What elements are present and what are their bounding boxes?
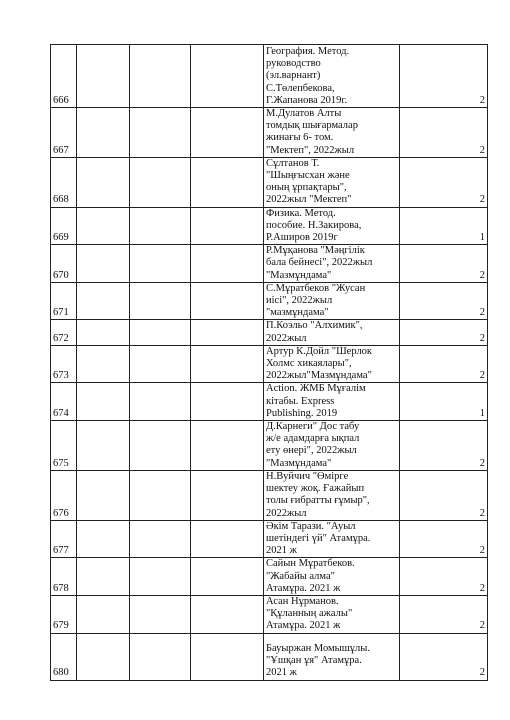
book-title: География. Метод. руководство (эл.варнант) С.Төлепбекова, Г.Жапанова 2019г.	[264, 45, 400, 108]
row-number: 670	[51, 245, 77, 283]
quantity: 2	[400, 421, 488, 471]
empty-cell	[130, 245, 191, 283]
row-number: 667	[51, 108, 77, 158]
table-row	[51, 345, 488, 383]
table-row	[51, 245, 488, 283]
empty-cell	[130, 320, 191, 345]
row-number: 675	[51, 421, 77, 471]
empty-cell	[191, 207, 264, 245]
empty-cell	[191, 558, 264, 596]
table-row	[51, 595, 488, 633]
empty-cell	[191, 520, 264, 558]
table-row	[51, 520, 488, 558]
row-number: 674	[51, 383, 77, 421]
table-row	[51, 470, 488, 520]
empty-cell	[191, 45, 264, 108]
empty-cell	[77, 157, 130, 207]
table-row	[51, 320, 488, 345]
empty-cell	[77, 383, 130, 421]
row-number: 672	[51, 320, 77, 345]
quantity: 2	[400, 320, 488, 345]
empty-cell	[191, 282, 264, 320]
row-number: 679	[51, 595, 77, 633]
empty-cell	[130, 383, 191, 421]
quantity: 2	[400, 345, 488, 383]
book-title: Бауыржан Момышұлы. "Ұшқан ұя" Атамұра. 2021 ж	[264, 633, 400, 680]
book-title: Сұлтанов Т. "Шыңғысхан және оның ұрпақтары", 2022жыл "Мектеп"	[264, 157, 400, 207]
empty-cell	[77, 520, 130, 558]
book-title: Сайын Мұратбеков. "Жабайы алма" Атамұра. 2021 ж	[264, 558, 400, 596]
empty-cell	[130, 108, 191, 158]
empty-cell	[77, 633, 130, 680]
book-title: Асан Нұрманов. "Құланның ажалы" Атамұра. 2021 ж	[264, 595, 400, 633]
row-number: 666	[51, 45, 77, 108]
empty-cell	[191, 245, 264, 283]
empty-cell	[130, 421, 191, 471]
empty-cell	[77, 207, 130, 245]
book-title: Н.Вуйчич "Өмірге шектеу жоқ. Ғажайып толы ғибратты ғұмыр", 2022жыл	[264, 470, 400, 520]
row-number: 678	[51, 558, 77, 596]
quantity: 2	[400, 633, 488, 680]
empty-cell	[191, 595, 264, 633]
book-inventory-table	[50, 44, 488, 681]
empty-cell	[191, 633, 264, 680]
quantity: 2	[400, 282, 488, 320]
table-row	[51, 157, 488, 207]
table-row	[51, 45, 488, 108]
quantity: 2	[400, 520, 488, 558]
row-number: 677	[51, 520, 77, 558]
empty-cell	[130, 558, 191, 596]
empty-cell	[191, 345, 264, 383]
book-title: С.Мұратбеков "Жусан иісі", 2022жыл "мазмұндама"	[264, 282, 400, 320]
row-number: 669	[51, 207, 77, 245]
empty-cell	[77, 470, 130, 520]
quantity: 2	[400, 157, 488, 207]
empty-cell	[77, 595, 130, 633]
quantity: 2	[400, 108, 488, 158]
row-number: 668	[51, 157, 77, 207]
row-number: 680	[51, 633, 77, 680]
table-row	[51, 282, 488, 320]
book-title: М.Дулатов Алты томдық шығармалар жинағы 6- том. "Мектеп", 2022жыл	[264, 108, 400, 158]
empty-cell	[191, 320, 264, 345]
empty-cell	[191, 157, 264, 207]
empty-cell	[130, 470, 191, 520]
empty-cell	[130, 157, 191, 207]
quantity: 2	[400, 470, 488, 520]
empty-cell	[77, 282, 130, 320]
row-number: 673	[51, 345, 77, 383]
empty-cell	[130, 207, 191, 245]
book-title: Р.Мұқанова "Мәңгілік бала бейнесі", 2022жыл "Мазмұндама"	[264, 245, 400, 283]
row-number: 676	[51, 470, 77, 520]
empty-cell	[191, 421, 264, 471]
empty-cell	[77, 108, 130, 158]
empty-cell	[130, 633, 191, 680]
empty-cell	[191, 470, 264, 520]
book-title: Action. ЖМБ Мұғалім кітабы. Express Publishing. 2019	[264, 383, 400, 421]
row-number: 671	[51, 282, 77, 320]
book-title: Д.Карнеги" Дос табу ж/е адамдарға ықпал ету өнері", 2022жыл "Мазмұндама"	[264, 421, 400, 471]
table-body	[51, 45, 488, 681]
book-title: Әкім Тарази. "Ауыл шетіндегі үй" Атамұра. 2021 ж	[264, 520, 400, 558]
table-row	[51, 108, 488, 158]
empty-cell	[191, 108, 264, 158]
empty-cell	[77, 45, 130, 108]
empty-cell	[130, 45, 191, 108]
empty-cell	[77, 320, 130, 345]
book-title: Физика. Метод. пособие. Н.Закирова, Р.Аширов 2019г	[264, 207, 400, 245]
empty-cell	[130, 345, 191, 383]
empty-cell	[130, 595, 191, 633]
quantity: 1	[400, 383, 488, 421]
table-row	[51, 558, 488, 596]
empty-cell	[77, 245, 130, 283]
empty-cell	[77, 558, 130, 596]
empty-cell	[130, 282, 191, 320]
table-row	[51, 207, 488, 245]
empty-cell	[77, 421, 130, 471]
quantity: 2	[400, 245, 488, 283]
quantity: 1	[400, 207, 488, 245]
empty-cell	[130, 520, 191, 558]
table-row	[51, 383, 488, 421]
table-row	[51, 421, 488, 471]
quantity: 2	[400, 558, 488, 596]
empty-cell	[191, 383, 264, 421]
quantity: 2	[400, 45, 488, 108]
book-title: Артур К.Дойл "Шерлок Холмс хикаялары", 2022жыл"Мазмұндама"	[264, 345, 400, 383]
empty-cell	[77, 345, 130, 383]
table-row	[51, 633, 488, 680]
book-title: П.Коэльо "Алхимик", 2022жыл	[264, 320, 400, 345]
quantity: 2	[400, 595, 488, 633]
